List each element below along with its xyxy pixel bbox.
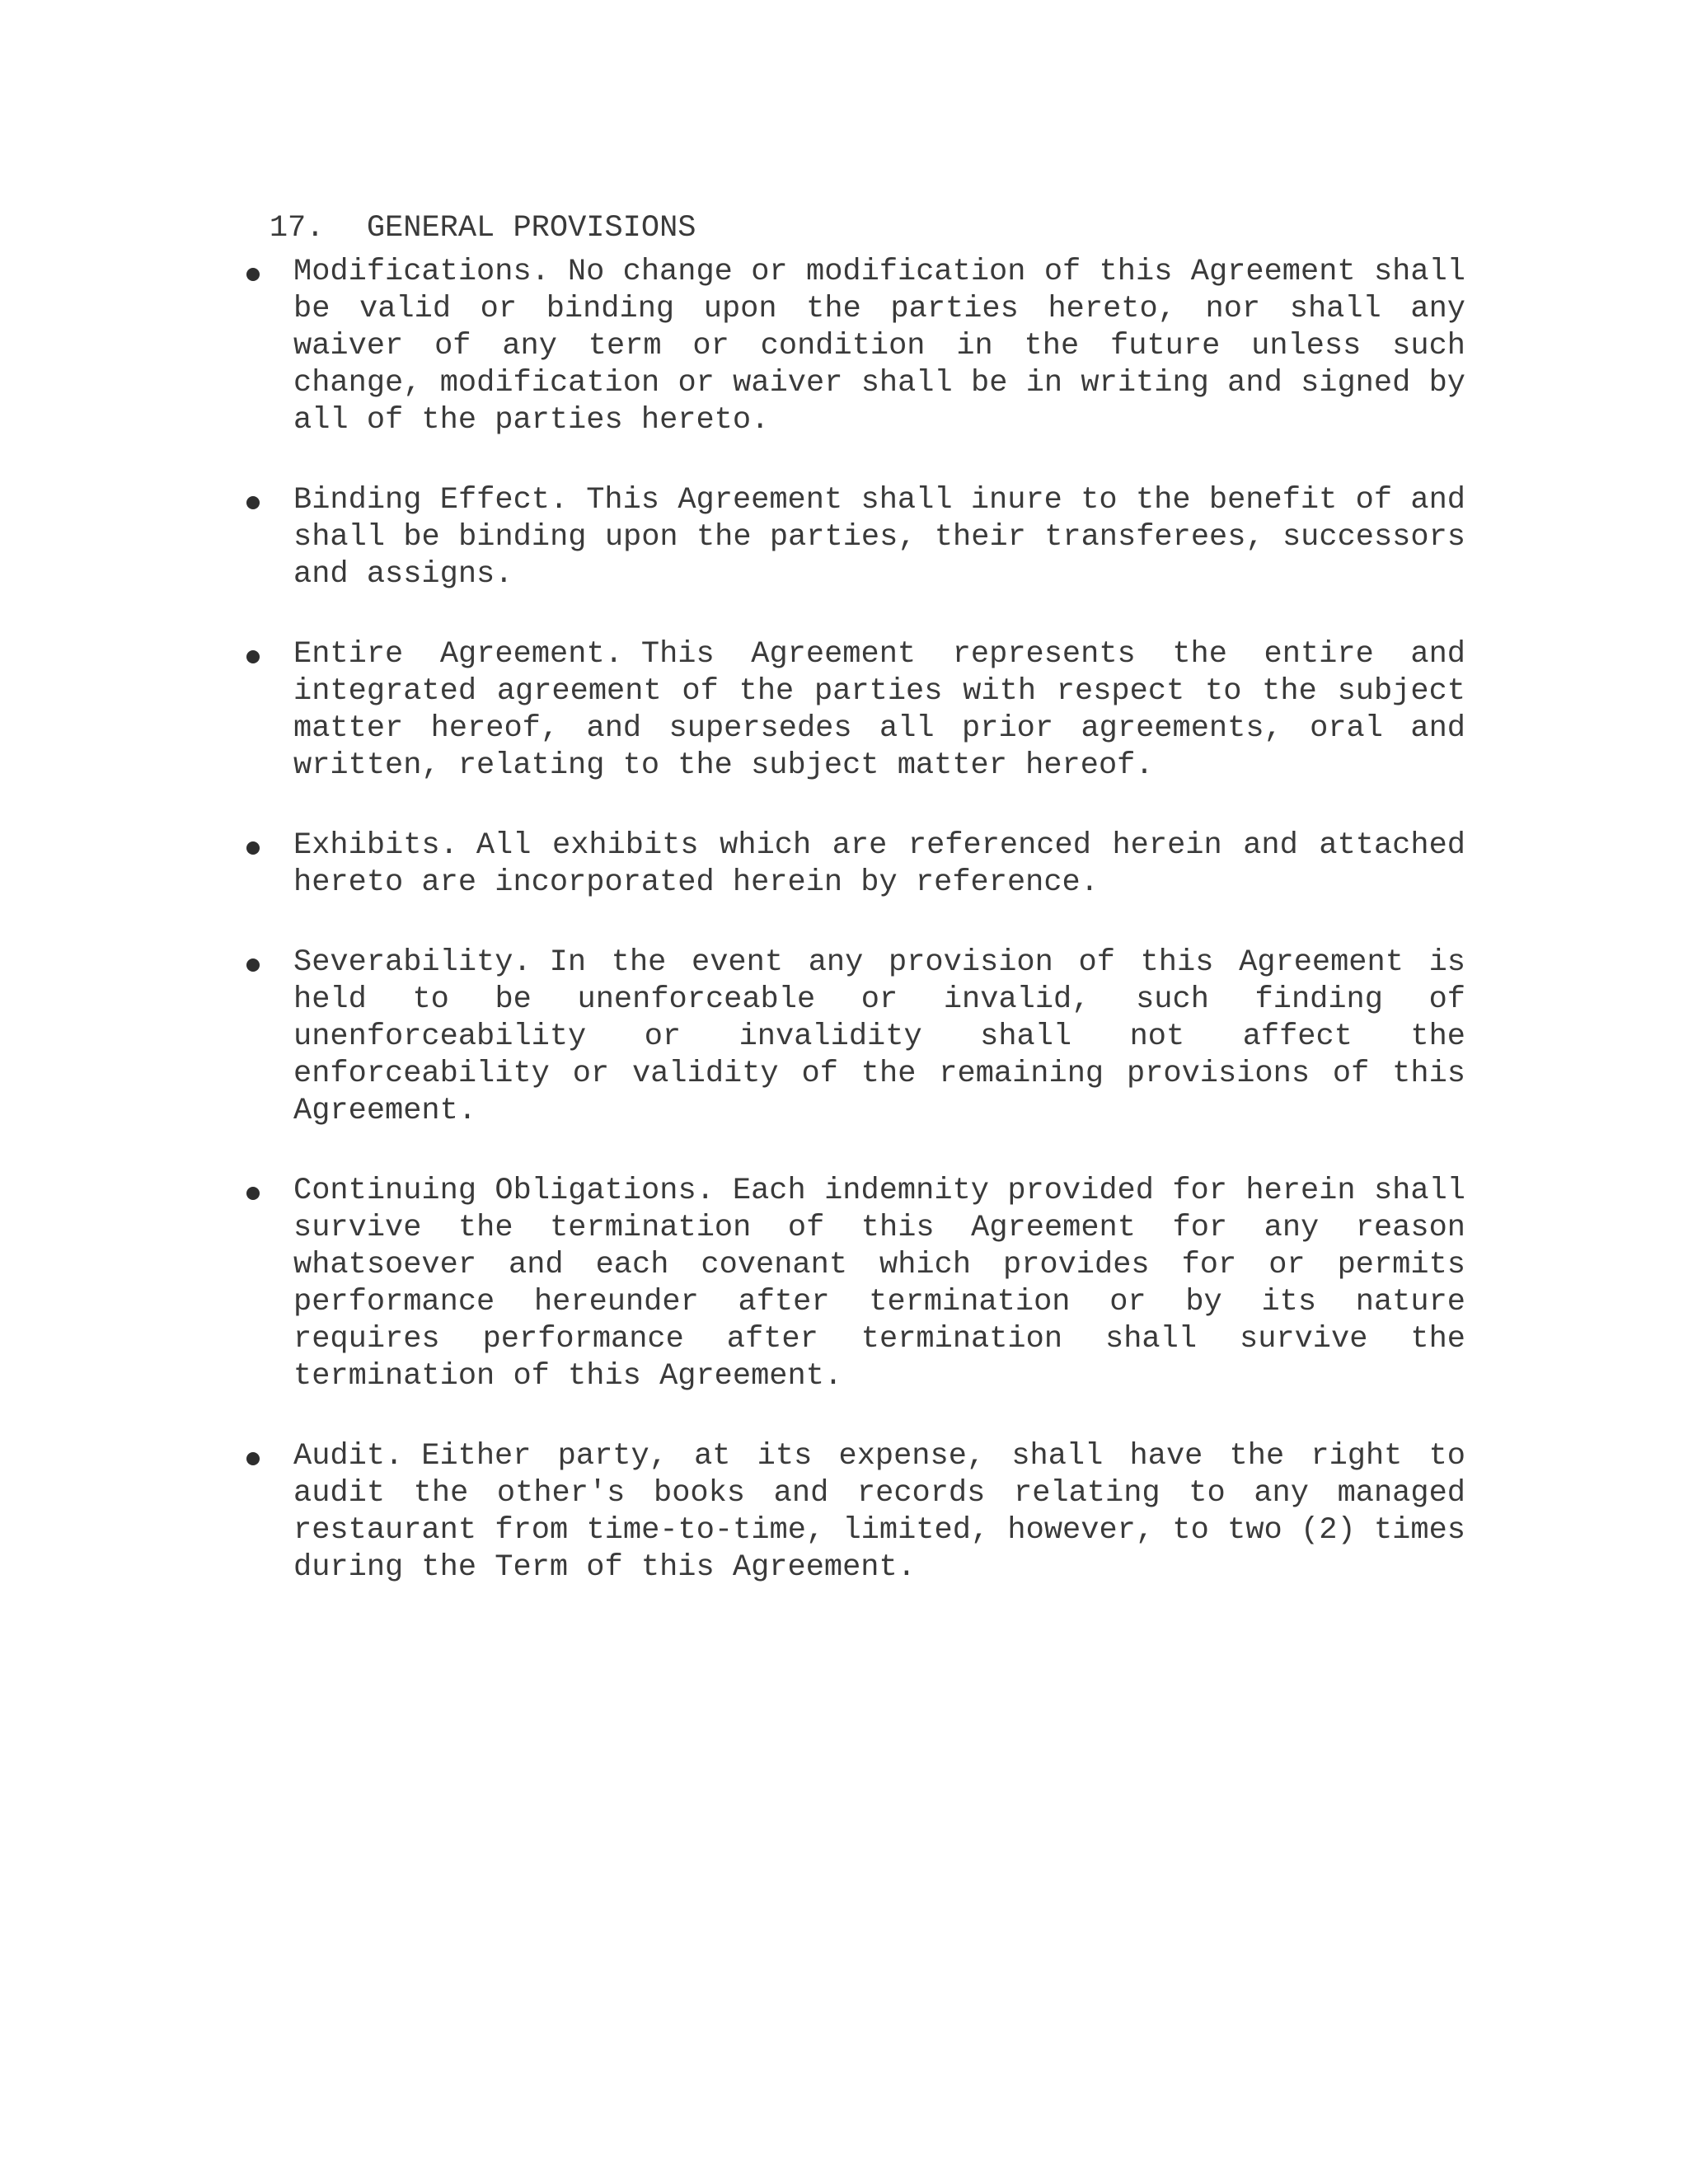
bullet-icon (246, 1187, 260, 1200)
provision-title: Audit. (293, 1439, 404, 1474)
provision-body: All exhibits which are referenced herein and attached hereto are incorporated herein by reference. (293, 828, 1465, 900)
bullet-icon (246, 650, 260, 663)
provision-body: This Agreement represents the entire and integrated agreement of the parties with respect to the subject matter hereof, and supersedes all prior agreements, oral and written, relating to the subject matter hereof. (293, 637, 1465, 783)
provision-body: This Agreement shall inure to the benefit of and shall be binding upon the parties, their transferees, successors and assigns. (293, 483, 1465, 592)
provision-paragraph (293, 482, 1465, 593)
provision-paragraph (293, 944, 1465, 1130)
provision-severability (0, 944, 1688, 1130)
provision-title: Entire Agreement. (293, 637, 623, 672)
bullet-icon (246, 496, 260, 509)
provision-paragraph (293, 1438, 1465, 1586)
provision-title: Modifications. (293, 255, 550, 289)
bullet-icon (246, 841, 260, 855)
provisions-list (0, 254, 1688, 1629)
provision-title: Exhibits. (293, 828, 458, 863)
provision-continuing-obligations (0, 1173, 1688, 1395)
provision-paragraph (293, 1173, 1465, 1395)
provision-paragraph (293, 636, 1465, 785)
provision-title: Continuing Obligations. (293, 1174, 715, 1208)
bullet-icon (246, 958, 260, 972)
provision-body: Either party, at its expense, shall have the right to audit the other's books and records relating to any managed restaurant from time-to-time, limited, however, to two (2) times during the Term of this Agreement. (293, 1439, 1465, 1585)
provision-exhibits (0, 827, 1688, 902)
provision-audit (0, 1438, 1688, 1586)
bullet-icon (246, 268, 260, 281)
provision-binding-effect (0, 482, 1688, 593)
bullet-icon (246, 1452, 260, 1465)
provision-entire-agreement (0, 636, 1688, 785)
section-title: GENERAL PROVISIONS (366, 211, 696, 246)
provision-body: Each indemnity provided for herein shall survive the termination of this Agreement for any reason whatsoever and each covenant which provides for or permits performance hereunder after termination or by its nature requires performance after termination shall survive the termination of this Agreement. (293, 1174, 1465, 1394)
provision-body: In the event any provision of this Agreement is held to be unenforceable or invalid, such finding of unenforceability or invalidity shall not affect the enforceability or validity of the remaining provisions of this Agreement. (293, 945, 1465, 1128)
section-number: 17. (269, 211, 325, 246)
provision-title: Severability. (293, 945, 532, 980)
provision-paragraph (293, 254, 1465, 439)
provision-title: Binding Effect. (293, 483, 569, 518)
provision-body: No change or modification of this Agreement shall be valid or binding upon the parties hereto, nor shall any waiver of any term or condition in the future unless such change, modification or waiver shall be in writing and signed by all of the parties hereto. (293, 255, 1465, 438)
provision-modifications (0, 254, 1688, 439)
provision-paragraph (293, 827, 1465, 902)
